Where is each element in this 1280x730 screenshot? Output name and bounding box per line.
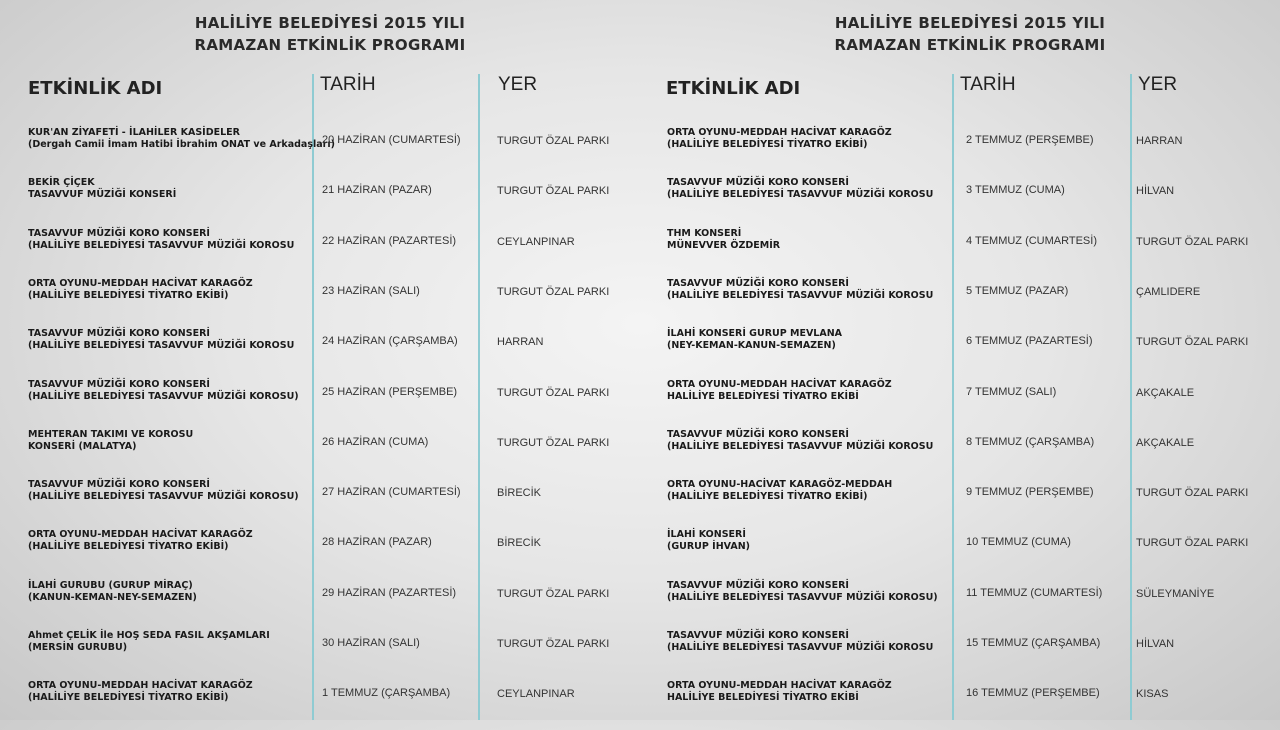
event-name-line2: HALİLİYE BELEDİYESİ TİYATRO EKİBİ [667, 390, 859, 402]
event-name [28, 580, 197, 604]
event-date: 25 HAZİRAN (PERŞEMBE) [322, 385, 458, 398]
right-program-row [640, 529, 1280, 579]
left-title [150, 12, 510, 56]
event-name [667, 580, 938, 604]
event-date: 27 HAZİRAN (CUMARTESİ) [322, 486, 461, 499]
event-date: 16 TEMMUZ (PERŞEMBE) [966, 687, 1100, 700]
left-program-row [0, 328, 640, 378]
event-date: 4 TEMMUZ (CUMARTESİ) [966, 234, 1097, 247]
event-name-line1: TASAVVUF MÜZİĞİ KORO KONSERİ [667, 428, 849, 440]
event-date: 30 HAZİRAN (SALI) [322, 637, 420, 649]
event-name-line1: ORTA OYUNU-MEDDAH HACİVAT KARAGÖZ [28, 680, 253, 692]
right-program-row [640, 177, 1280, 227]
event-name-line1: TASAVVUF MÜZİĞİ KORO KONSERİ [28, 479, 210, 491]
event-name-line2: (KANUN-KEMAN-NEY-SEMAZEN) [28, 591, 197, 603]
right-program-row [640, 479, 1280, 529]
event-date: 1 TEMMUZ (ÇARŞAMBA) [322, 687, 451, 700]
event-place: TURGUT ÖZAL PARKI [1136, 336, 1249, 349]
event-name [28, 177, 176, 201]
left-header-place: YER [498, 74, 538, 95]
left-program-row [0, 479, 640, 529]
event-date: 3 TEMMUZ (CUMA) [966, 184, 1065, 197]
event-name [28, 680, 253, 704]
event-name-line1: KUR'AN ZİYAFETİ - İLAHİLER KASİDELER [28, 127, 240, 138]
event-name-line2: (HALİLİYE BELEDİYESİ TİYATRO EKİBİ) [667, 139, 868, 150]
event-name [28, 278, 253, 302]
event-name-line2: (Dergah Camii İmam Hatibi İbrahim ONAT ve Arkadaşları) [28, 139, 335, 150]
event-place: TURGUT ÖZAL PARKI [497, 135, 610, 147]
event-date: 28 HAZİRAN (PAZAR) [322, 536, 432, 549]
event-name-line2: (HALİLİYE BELEDİYESİ TASAVVUF MÜZİĞİ KOROSU [28, 239, 295, 251]
event-name [28, 379, 299, 403]
right-program-row [640, 328, 1280, 378]
event-place: SÜLEYMANİYE [1136, 587, 1215, 600]
event-date: 7 TEMMUZ (SALI) [966, 385, 1057, 398]
event-name-line1: TASAVVUF MÜZİĞİ KORO KONSERİ [667, 579, 849, 591]
event-name [28, 228, 294, 252]
event-name [28, 529, 253, 553]
event-place: TURGUT ÖZAL PARKI [497, 436, 610, 449]
event-place: TURGUT ÖZAL PARKI [497, 587, 610, 600]
event-date: 11 TEMMUZ (CUMARTESİ) [966, 586, 1103, 599]
left-program-row [0, 379, 640, 429]
event-place: KISAS [1136, 688, 1169, 701]
event-date: 26 HAZİRAN (CUMA) [322, 435, 429, 448]
right-program-panel [640, 0, 1280, 720]
event-name-line2: (HALİLİYE BELEDİYESİ TASAVVUF MÜZİĞİ KOROSU [667, 189, 934, 201]
event-place: TURGUT ÖZAL PARKI [497, 386, 610, 399]
event-name-line2: (HALİLİYE BELEDİYESİ TASAVVUF MÜZİĞİ KOROSU [667, 440, 934, 452]
event-place: HARRAN [1136, 135, 1183, 147]
right-program-row [640, 680, 1280, 730]
event-name-line2: (HALİLİYE BELEDİYESİ TİYATRO EKİBİ) [28, 541, 229, 553]
right-title-line1: HALİLİYE BELEDİYESİ 2015 YILI [834, 14, 1106, 32]
event-name [667, 479, 892, 503]
right-header-date: TARİH [960, 74, 1016, 95]
right-program-row [640, 228, 1280, 278]
right-program-row [640, 630, 1280, 680]
event-name [667, 630, 933, 654]
event-name [28, 429, 193, 453]
event-name-line2: (GURUP İHVAN) [667, 541, 750, 553]
event-place: CEYLANPINAR [497, 235, 575, 248]
right-program-row [640, 580, 1280, 630]
event-name-line2: (NEY-KEMAN-KANUN-SEMAZEN) [667, 340, 836, 352]
event-date: 23 HAZİRAN (SALI) [322, 284, 420, 297]
left-program-row [0, 228, 640, 278]
event-date: 15 TEMMUZ (ÇARŞAMBA) [966, 637, 1101, 649]
event-place: TURGUT ÖZAL PARKI [497, 285, 610, 298]
event-place: ÇAMLIDERE [1136, 285, 1201, 298]
event-place: AKÇAKALE [1136, 436, 1195, 449]
left-header-date: TARİH [320, 74, 376, 95]
event-name [667, 228, 780, 252]
event-name-line1: ORTA OYUNU-MEDDAH HACİVAT KARAGÖZ [667, 127, 892, 138]
event-date: 20 HAZİRAN (CUMARTESİ) [322, 134, 461, 146]
left-program-row [0, 429, 640, 479]
event-name-line1: İLAHİ KONSERİ [667, 529, 746, 541]
event-name-line2: (HALİLİYE BELEDİYESİ TASAVVUF MÜZİĞİ KOROSU [28, 340, 295, 352]
left-program-row [0, 278, 640, 328]
event-name-line1: TASAVVUF MÜZİĞİ KORO KONSERİ [28, 378, 210, 390]
right-program-row [640, 379, 1280, 429]
right-header-place: YER [1138, 74, 1178, 95]
event-place: AKÇAKALE [1136, 386, 1195, 399]
event-date: 22 HAZİRAN (PAZARTESİ) [322, 234, 457, 247]
event-name-line1: ORTA OYUNU-MEDDAH HACİVAT KARAGÖZ [28, 277, 253, 289]
event-place: HİLVAN [1136, 185, 1175, 198]
right-program-row [640, 429, 1280, 479]
event-name-line1: THM KONSERİ [667, 227, 742, 239]
event-name [667, 177, 933, 201]
left-program-row [0, 630, 640, 680]
event-name [667, 278, 933, 302]
event-name [667, 127, 892, 151]
event-name [28, 127, 335, 151]
event-place: HİLVAN [1136, 638, 1175, 650]
event-name-line2: (MERSİN GURUBU) [28, 642, 128, 653]
event-name-line2: (HALİLİYE BELEDİYESİ TASAVVUF MÜZİĞİ KOROSU [667, 642, 934, 653]
event-name-line1: TASAVVUF MÜZİĞİ KORO KONSERİ [28, 227, 210, 239]
left-program-row [0, 127, 640, 177]
event-name-line1: TASAVVUF MÜZİĞİ KORO KONSERİ [28, 328, 210, 340]
right-title-line2: RAMAZAN ETKİNLİK PROGRAMI [834, 36, 1106, 54]
event-name-line2: (HALİLİYE BELEDİYESİ TASAVVUF MÜZİĞİ KOROSU) [28, 491, 299, 503]
event-place: TURGUT ÖZAL PARKI [497, 638, 610, 650]
event-name-line1: İLAHİ GURUBU (GURUP MİRAÇ) [28, 579, 193, 591]
event-name-line2: MÜNEVVER ÖZDEMİR [667, 239, 781, 251]
event-name [28, 630, 270, 654]
event-date: 6 TEMMUZ (PAZARTESİ) [966, 335, 1093, 348]
event-name [667, 680, 892, 704]
right-header-event: ETKİNLİK ADI [666, 78, 801, 99]
event-name-line1: TASAVVUF MÜZİĞİ KORO KONSERİ [667, 630, 849, 641]
event-name-line2: (HALİLİYE BELEDİYESİ TASAVVUF MÜZİĞİ KOROSU) [667, 591, 938, 603]
event-name [667, 328, 842, 352]
event-date: 24 HAZİRAN (ÇARŞAMBA) [322, 335, 458, 348]
event-name-line2: TASAVVUF MÜZİĞİ KONSERİ [28, 189, 177, 201]
left-title-line1: HALİLİYE BELEDİYESİ 2015 YILI [194, 14, 466, 32]
event-name-line1: BEKİR ÇİÇEK [28, 177, 95, 189]
event-name-line2: (HALİLİYE BELEDİYESİ TİYATRO EKİBİ) [28, 289, 229, 301]
event-name-line1: Ahmet ÇELİK İle HOŞ SEDA FASIL AKŞAMLARI [28, 630, 270, 641]
event-name-line1: İLAHİ KONSERİ GURUP MEVLANA [667, 328, 842, 340]
event-place: HARRAN [497, 336, 544, 349]
event-name-line1: TASAVVUF MÜZİĞİ KORO KONSERİ [667, 177, 849, 189]
event-date: 10 TEMMUZ (CUMA) [966, 536, 1071, 549]
left-program-row [0, 680, 640, 730]
event-name [28, 328, 294, 352]
left-program-row [0, 580, 640, 630]
event-name-line1: ORTA OYUNU-MEDDAH HACİVAT KARAGÖZ [667, 680, 892, 692]
left-header-event: ETKİNLİK ADI [28, 78, 163, 99]
event-place: BİRECİK [497, 537, 542, 550]
event-date: 5 TEMMUZ (PAZAR) [966, 284, 1069, 297]
event-place: CEYLANPINAR [497, 688, 575, 701]
event-name-line2: HALİLİYE BELEDİYESİ TİYATRO EKİBİ [667, 692, 859, 704]
event-name-line2: (HALİLİYE BELEDİYESİ TASAVVUF MÜZİĞİ KOROSU [667, 289, 934, 301]
event-date: 9 TEMMUZ (PERŞEMBE) [966, 486, 1094, 499]
event-name-line1: TASAVVUF MÜZİĞİ KORO KONSERİ [667, 277, 849, 289]
event-name [667, 379, 892, 403]
event-place: TURGUT ÖZAL PARKI [1136, 487, 1249, 500]
event-date: 2 TEMMUZ (PERŞEMBE) [966, 134, 1094, 146]
event-name-line1: MEHTERAN TAKIMI VE KOROSU [28, 428, 194, 440]
event-name-line2: (HALİLİYE BELEDİYESİ TİYATRO EKİBİ) [28, 692, 229, 704]
left-program-panel [0, 0, 640, 720]
event-name-line2: (HALİLİYE BELEDİYESİ TASAVVUF MÜZİĞİ KOROSU) [28, 390, 299, 402]
event-name-line2: (HALİLİYE BELEDİYESİ TİYATRO EKİBİ) [667, 491, 868, 503]
left-program-row [0, 529, 640, 579]
event-place: TURGUT ÖZAL PARKI [497, 185, 610, 198]
event-place: TURGUT ÖZAL PARKI [1136, 537, 1249, 550]
right-title [790, 12, 1150, 56]
event-name-line1: ORTA OYUNU-HACİVAT KARAGÖZ-MEDDAH [667, 479, 893, 491]
right-program-row [640, 127, 1280, 177]
event-name [667, 429, 933, 453]
event-date: 21 HAZİRAN (PAZAR) [322, 184, 432, 197]
right-program-row [640, 278, 1280, 328]
event-name-line1: ORTA OYUNU-MEDDAH HACİVAT KARAGÖZ [28, 529, 253, 541]
left-title-line2: RAMAZAN ETKİNLİK PROGRAMI [194, 36, 466, 54]
event-name-line2: KONSERİ (MALATYA) [28, 440, 137, 452]
left-program-row [0, 177, 640, 227]
event-date: 29 HAZİRAN (PAZARTESİ) [322, 586, 457, 599]
event-date: 8 TEMMUZ (ÇARŞAMBA) [966, 435, 1095, 448]
event-place: TURGUT ÖZAL PARKI [1136, 235, 1249, 248]
event-name-line1: ORTA OYUNU-MEDDAH HACİVAT KARAGÖZ [667, 378, 892, 390]
event-place: BİRECİK [497, 487, 542, 500]
event-name [28, 479, 299, 503]
event-name [667, 529, 750, 553]
